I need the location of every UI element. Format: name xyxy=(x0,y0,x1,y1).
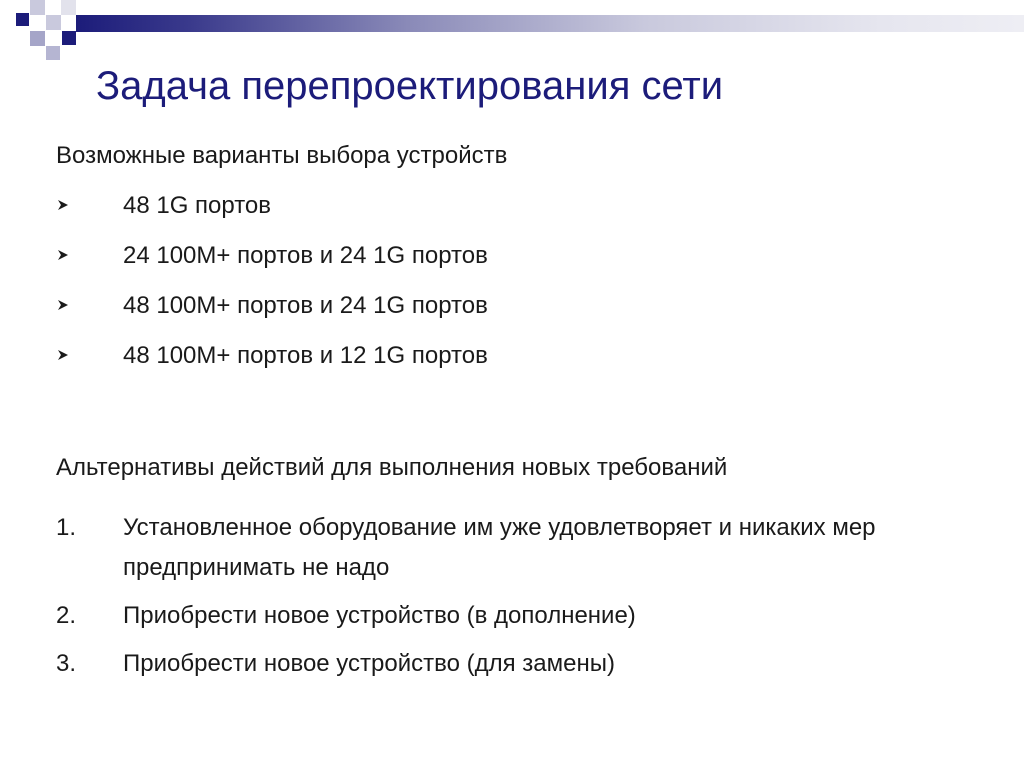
decor-square xyxy=(62,31,76,45)
devices-heading: Возможные варианты выбора устройств xyxy=(56,142,508,169)
device-option-text: 48 100M+ портов и 12 1G портов xyxy=(123,342,488,369)
arrow-bullet-icon xyxy=(56,248,70,262)
arrow-bullet-icon xyxy=(56,348,70,362)
alternative-text: Приобрести новое устройство (для замены) xyxy=(123,650,615,677)
decor-square xyxy=(30,0,45,15)
device-option-text: 48 100M+ портов и 24 1G портов xyxy=(123,292,488,319)
decor-square xyxy=(46,15,61,30)
decor-square xyxy=(46,46,60,60)
arrow-bullet-icon xyxy=(56,298,70,312)
decor-square xyxy=(16,13,29,26)
decor-square xyxy=(61,0,76,15)
arrow-bullet-icon xyxy=(56,198,70,212)
alternatives-list xyxy=(56,508,983,692)
item-number: 3. xyxy=(56,650,77,677)
slide-title: Задача перепроектирования сети xyxy=(96,64,724,108)
item-number: 1. xyxy=(56,514,77,541)
alternatives-heading: Альтернативы действий для выполнения новых требований xyxy=(56,454,728,481)
header-gradient-bar xyxy=(76,15,1024,32)
item-number: 2. xyxy=(56,602,77,629)
list-item xyxy=(56,508,983,588)
alternative-text: Установленное оборудование им уже удовлетворяет и никаких мер предпринимать не надо xyxy=(123,514,876,581)
list-item xyxy=(56,644,983,684)
header-decoration xyxy=(0,0,1024,60)
alternative-text: Приобрести новое устройство (в дополнение) xyxy=(123,602,636,629)
list-item xyxy=(56,596,983,636)
decor-square xyxy=(30,31,45,46)
device-option-text: 48 1G портов xyxy=(123,192,272,219)
device-option-text: 24 100M+ портов и 24 1G портов xyxy=(123,242,488,269)
